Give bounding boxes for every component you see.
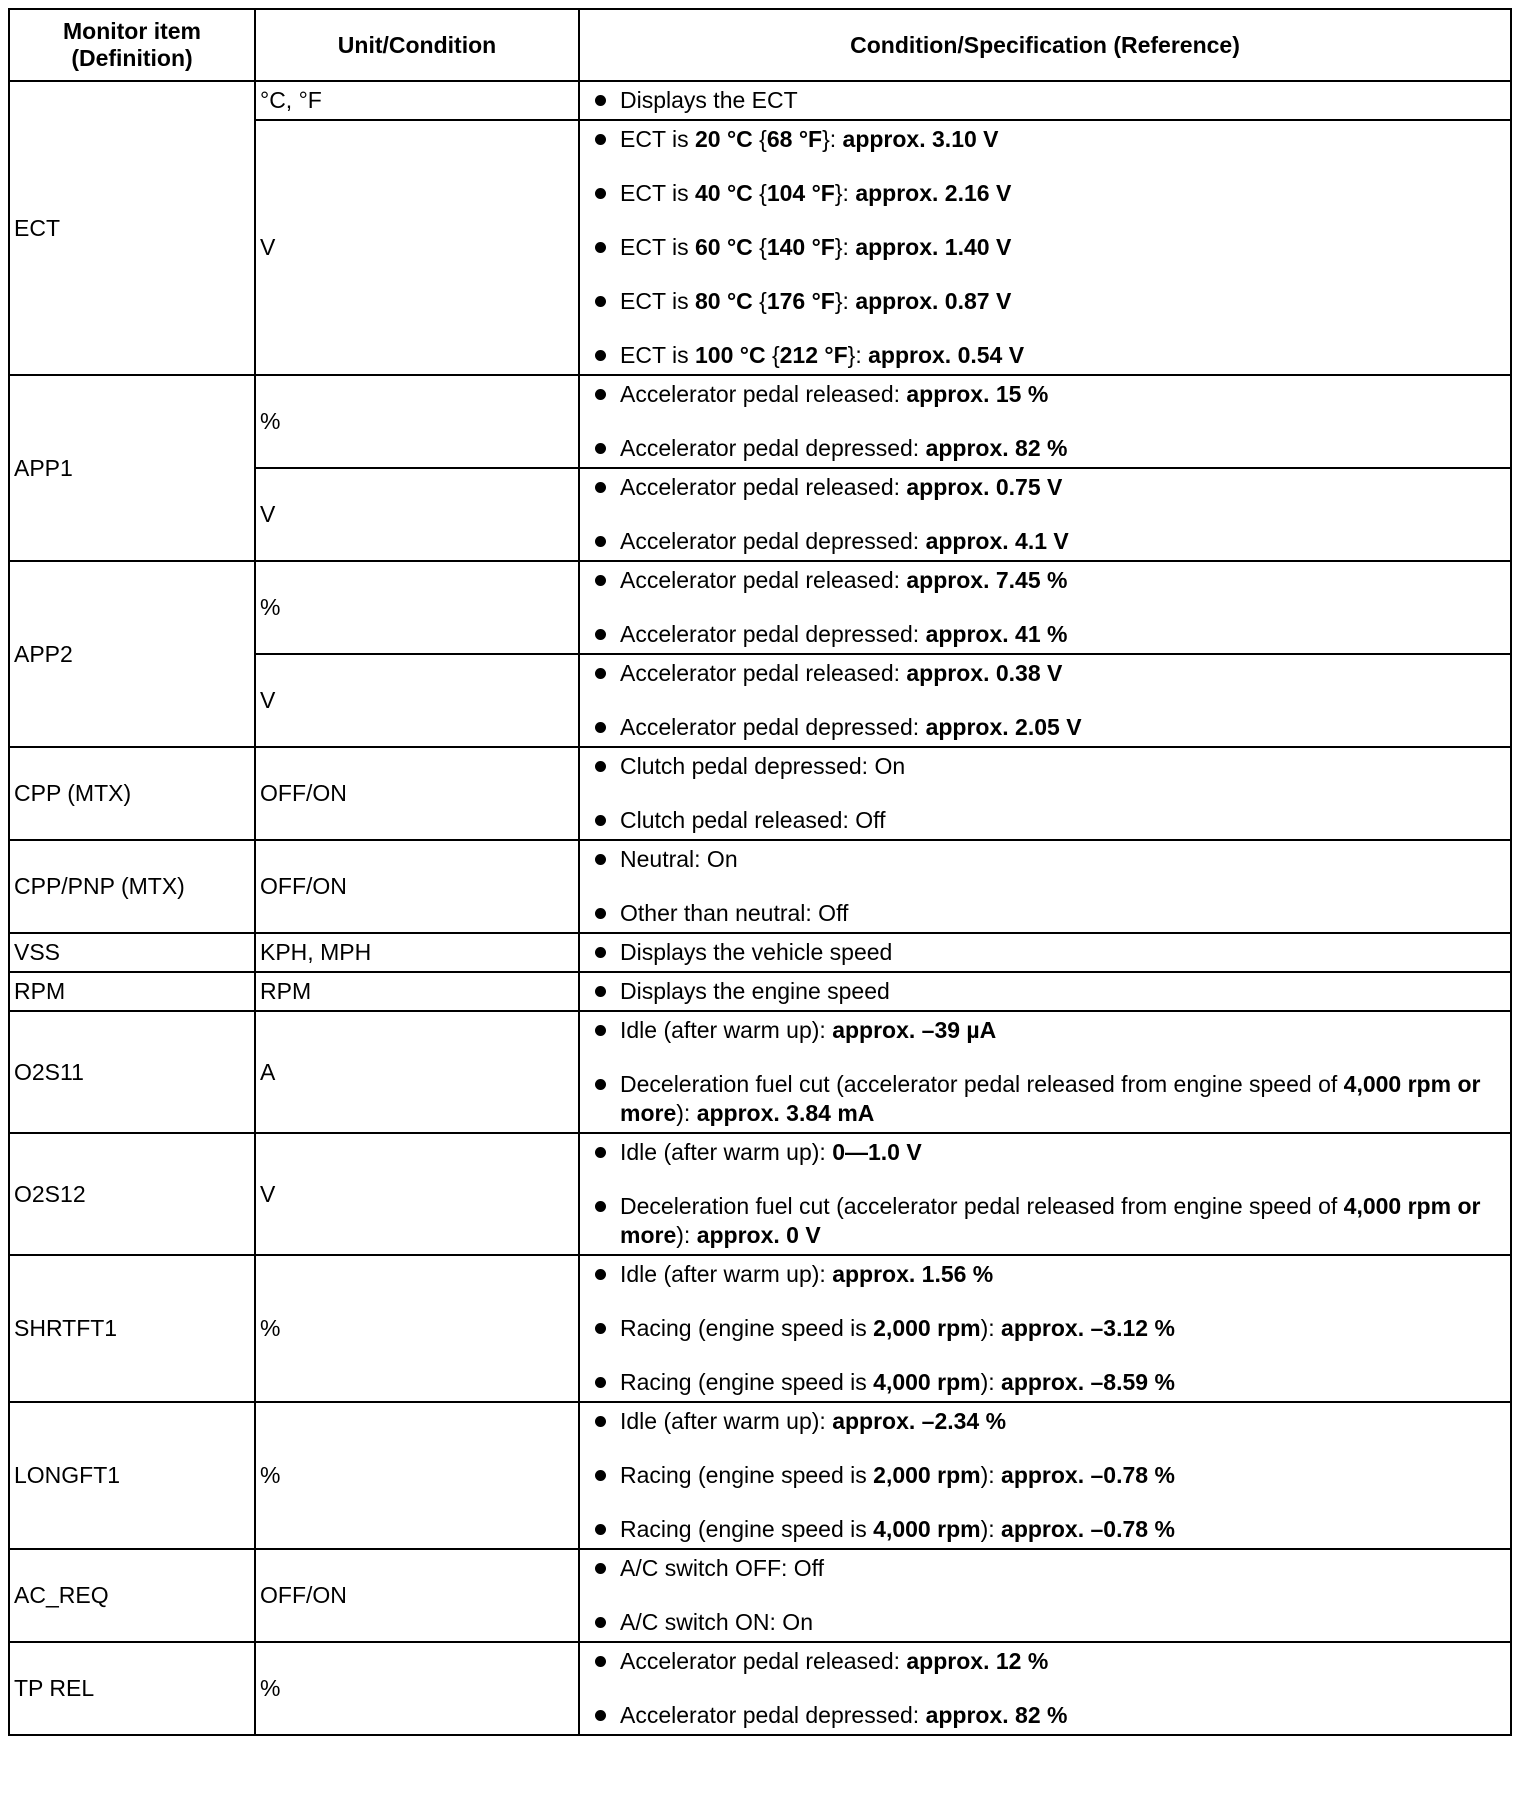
list-item — [620, 179, 1502, 208]
unit-condition-cell: °C, °F — [255, 81, 579, 120]
spec-value-bold: approx. 2.16 V — [855, 180, 1012, 206]
specification-cell — [579, 1255, 1511, 1402]
spec-text: Accelerator pedal depressed: — [620, 528, 926, 554]
list-item — [620, 659, 1502, 688]
specification-cell — [579, 81, 1511, 120]
specification-list — [620, 86, 1502, 115]
monitor-item-cell: CPP/PNP (MTX) — [9, 840, 255, 933]
unit-condition-cell: OFF/ON — [255, 1549, 579, 1642]
spec-text: Accelerator pedal released: — [620, 660, 907, 686]
spec-text: Racing (engine speed is — [620, 1315, 874, 1341]
specification-list — [620, 752, 1502, 835]
specification-list — [620, 566, 1502, 649]
monitor-item-table — [8, 8, 1512, 1736]
list-item — [620, 1647, 1502, 1676]
list-item — [620, 1701, 1502, 1730]
spec-text: Idle (after warm up): — [620, 1408, 833, 1434]
unit-condition-cell: OFF/ON — [255, 747, 579, 840]
list-item — [620, 86, 1502, 115]
specification-cell — [579, 933, 1511, 972]
spec-text: Accelerator pedal released: — [620, 474, 907, 500]
spec-text: Clutch pedal released: Off — [620, 807, 886, 833]
list-item — [620, 620, 1502, 649]
header-monitor-item: Monitor item (Definition) — [9, 9, 255, 81]
list-item — [620, 125, 1502, 154]
spec-text: Clutch pedal depressed: On — [620, 753, 906, 779]
spec-value-bold: approx. –2.34 % — [832, 1408, 1007, 1434]
spec-text: { — [752, 234, 767, 260]
monitor-item-cell: TP REL — [9, 1642, 255, 1735]
list-item — [620, 752, 1502, 781]
spec-text: Idle (after warm up): — [620, 1261, 833, 1287]
list-item — [620, 1461, 1502, 1490]
spec-value-bold: 2,000 rpm — [873, 1462, 981, 1488]
spec-text: Displays the engine speed — [620, 978, 890, 1004]
spec-value-bold: approx. 0 V — [696, 1222, 821, 1248]
spec-value-bold: 212 °F — [779, 342, 848, 368]
spec-text: }: — [834, 180, 856, 206]
spec-text: { — [752, 126, 767, 152]
specification-cell — [579, 561, 1511, 654]
list-item — [620, 1138, 1502, 1167]
spec-value-bold: approx. 7.45 % — [906, 567, 1068, 593]
table-row — [9, 1549, 1511, 1642]
list-item — [620, 845, 1502, 874]
spec-text: A/C switch ON: On — [620, 1609, 813, 1635]
table-row — [9, 1402, 1511, 1549]
unit-condition-cell: KPH, MPH — [255, 933, 579, 972]
unit-condition-cell: RPM — [255, 972, 579, 1011]
spec-value-bold: approx. 0.38 V — [906, 660, 1063, 686]
spec-value-bold: approx. –0.78 % — [1001, 1516, 1175, 1542]
spec-value-bold: approx. 82 % — [925, 435, 1068, 461]
spec-value-bold: approx. 15 % — [906, 381, 1049, 407]
specification-list — [620, 1138, 1502, 1250]
spec-text: Accelerator pedal released: — [620, 1648, 907, 1674]
spec-value-bold: approx. 82 % — [925, 1702, 1068, 1728]
monitor-item-cell: CPP (MTX) — [9, 747, 255, 840]
spec-text: ): — [980, 1462, 1002, 1488]
specification-cell — [579, 468, 1511, 561]
spec-text: Idle (after warm up): — [620, 1017, 833, 1043]
unit-condition-cell: % — [255, 375, 579, 468]
specification-cell — [579, 840, 1511, 933]
list-item — [620, 434, 1502, 463]
list-item — [620, 806, 1502, 835]
spec-value-bold: 4,000 rpm — [873, 1369, 981, 1395]
specification-cell — [579, 1402, 1511, 1549]
spec-value-bold: approx. 0.75 V — [906, 474, 1063, 500]
list-item — [620, 938, 1502, 967]
specification-list — [620, 125, 1502, 370]
spec-text: ECT is — [620, 342, 695, 368]
spec-value-bold: 68 °F — [766, 126, 823, 152]
spec-text: ECT is — [620, 234, 695, 260]
spec-text: }: — [847, 342, 869, 368]
list-item — [620, 1608, 1502, 1637]
spec-text: ECT is — [620, 126, 695, 152]
spec-text: Deceleration fuel cut (accelerator pedal released from engine speed of — [620, 1193, 1344, 1219]
table-header-row — [9, 9, 1511, 81]
header-condition-specification: Condition/Specification (Reference) — [579, 9, 1511, 81]
spec-text: ): — [980, 1369, 1002, 1395]
specification-list — [620, 938, 1502, 967]
list-item — [620, 1070, 1502, 1128]
spec-value-bold: approx. –39 µA — [832, 1017, 997, 1043]
table-body — [9, 81, 1511, 1735]
monitor-item-cell: AC_REQ — [9, 1549, 255, 1642]
list-item — [620, 1016, 1502, 1045]
specification-list — [620, 1554, 1502, 1637]
specification-list — [620, 1016, 1502, 1128]
specification-cell — [579, 654, 1511, 747]
spec-text: ): — [676, 1222, 697, 1248]
document-page — [8, 8, 1512, 1736]
table-row — [9, 1255, 1511, 1402]
spec-value-bold: 40 °C — [694, 180, 753, 206]
monitor-item-cell: O2S12 — [9, 1133, 255, 1255]
list-item — [620, 1314, 1502, 1343]
spec-text: Idle (after warm up): — [620, 1139, 833, 1165]
table-row — [9, 972, 1511, 1011]
list-item — [620, 1407, 1502, 1436]
unit-condition-cell: % — [255, 1402, 579, 1549]
spec-value-bold: 104 °F — [766, 180, 835, 206]
list-item — [620, 1554, 1502, 1583]
spec-value-bold: approx. 0.54 V — [868, 342, 1025, 368]
unit-condition-cell: A — [255, 1011, 579, 1133]
list-item — [620, 233, 1502, 262]
spec-text: Accelerator pedal released: — [620, 567, 907, 593]
table-row — [9, 1642, 1511, 1735]
spec-text: A/C switch OFF: Off — [620, 1555, 825, 1581]
spec-text: { — [752, 288, 767, 314]
list-item — [620, 527, 1502, 556]
specification-cell — [579, 1549, 1511, 1642]
spec-value-bold: approx. 1.40 V — [855, 234, 1012, 260]
monitor-item-cell: O2S11 — [9, 1011, 255, 1133]
specification-list — [620, 977, 1502, 1006]
specification-list — [620, 1647, 1502, 1730]
specification-cell — [579, 1011, 1511, 1133]
list-item — [620, 287, 1502, 316]
spec-text: Racing (engine speed is — [620, 1369, 874, 1395]
spec-value-bold: approx. –3.12 % — [1001, 1315, 1175, 1341]
spec-text: Accelerator pedal depressed: — [620, 621, 926, 647]
spec-value-bold: 4,000 rpm or more — [620, 1071, 1481, 1126]
spec-value-bold: approx. 0.87 V — [855, 288, 1012, 314]
spec-value-bold: 176 °F — [766, 288, 835, 314]
unit-condition-cell: % — [255, 1255, 579, 1402]
spec-value-bold: approx. 2.05 V — [925, 714, 1082, 740]
spec-text: ECT is — [620, 288, 695, 314]
spec-text: }: — [822, 126, 843, 152]
spec-text: Racing (engine speed is — [620, 1462, 874, 1488]
table-row — [9, 933, 1511, 972]
list-item — [620, 713, 1502, 742]
list-item — [620, 1192, 1502, 1250]
spec-value-bold: 60 °C — [694, 234, 753, 260]
table-row — [9, 1133, 1511, 1255]
spec-text: Racing (engine speed is — [620, 1516, 874, 1542]
header-unit-condition: Unit/Condition — [255, 9, 579, 81]
spec-text: Other than neutral: Off — [620, 900, 849, 926]
spec-value-bold: approx. 3.84 mA — [696, 1100, 875, 1126]
list-item — [620, 473, 1502, 502]
unit-condition-cell: % — [255, 1642, 579, 1735]
monitor-item-cell: RPM — [9, 972, 255, 1011]
monitor-item-cell: SHRTFT1 — [9, 1255, 255, 1402]
list-item — [620, 380, 1502, 409]
unit-condition-cell: V — [255, 468, 579, 561]
spec-value-bold: approx. –8.59 % — [1001, 1369, 1175, 1395]
spec-text: }: — [834, 288, 856, 314]
spec-text: Deceleration fuel cut (accelerator pedal released from engine speed of — [620, 1071, 1344, 1097]
spec-text: { — [752, 180, 767, 206]
specification-list — [620, 380, 1502, 463]
spec-value-bold: approx. 1.56 % — [832, 1261, 994, 1287]
monitor-item-cell: LONGFT1 — [9, 1402, 255, 1549]
list-item — [620, 899, 1502, 928]
spec-value-bold: approx. 41 % — [925, 621, 1068, 647]
spec-value-bold: 4,000 rpm — [873, 1516, 981, 1542]
table-row — [9, 840, 1511, 933]
spec-text: Accelerator pedal depressed: — [620, 435, 926, 461]
spec-value-bold: 0—1.0 V — [832, 1139, 922, 1165]
spec-value-bold: 2,000 rpm — [873, 1315, 981, 1341]
specification-cell — [579, 747, 1511, 840]
spec-text: ): — [980, 1315, 1002, 1341]
specification-list — [620, 473, 1502, 556]
table-row — [9, 561, 1511, 654]
spec-value-bold: approx. –0.78 % — [1001, 1462, 1175, 1488]
spec-text: Accelerator pedal released: — [620, 381, 907, 407]
table-row — [9, 81, 1511, 120]
spec-value-bold: approx. 3.10 V — [842, 126, 999, 152]
table-row — [9, 1011, 1511, 1133]
monitor-item-cell: VSS — [9, 933, 255, 972]
unit-condition-cell: OFF/ON — [255, 840, 579, 933]
list-item — [620, 1260, 1502, 1289]
monitor-item-cell: ECT — [9, 81, 255, 375]
spec-value-bold: approx. 12 % — [906, 1648, 1049, 1674]
unit-condition-cell: V — [255, 1133, 579, 1255]
specification-cell — [579, 120, 1511, 375]
list-item — [620, 566, 1502, 595]
spec-text: Neutral: On — [620, 846, 738, 872]
spec-text: ): — [676, 1100, 697, 1126]
monitor-item-cell: APP1 — [9, 375, 255, 561]
specification-cell — [579, 1133, 1511, 1255]
specification-list — [620, 845, 1502, 928]
list-item — [620, 1515, 1502, 1544]
spec-text: }: — [834, 234, 856, 260]
list-item — [620, 977, 1502, 1006]
list-item — [620, 341, 1502, 370]
spec-text: { — [765, 342, 780, 368]
list-item — [620, 1368, 1502, 1397]
specification-cell — [579, 972, 1511, 1011]
monitor-item-cell: APP2 — [9, 561, 255, 747]
spec-value-bold: 20 °C — [694, 126, 753, 152]
spec-text: ): — [980, 1516, 1002, 1542]
unit-condition-cell: V — [255, 654, 579, 747]
spec-text: Displays the vehicle speed — [620, 939, 893, 965]
specification-cell — [579, 1642, 1511, 1735]
spec-text: Accelerator pedal depressed: — [620, 1702, 926, 1728]
table-row — [9, 375, 1511, 468]
spec-value-bold: 80 °C — [694, 288, 753, 314]
spec-value-bold: 4,000 rpm or more — [620, 1193, 1481, 1248]
spec-value-bold: 100 °C — [694, 342, 766, 368]
unit-condition-cell: % — [255, 561, 579, 654]
specification-list — [620, 1407, 1502, 1544]
spec-text: Accelerator pedal depressed: — [620, 714, 926, 740]
spec-value-bold: approx. 4.1 V — [925, 528, 1069, 554]
unit-condition-cell: V — [255, 120, 579, 375]
table-row — [9, 747, 1511, 840]
spec-text: ECT is — [620, 180, 695, 206]
specification-list — [620, 659, 1502, 742]
specification-list — [620, 1260, 1502, 1397]
spec-text: Displays the ECT — [620, 87, 798, 113]
specification-cell — [579, 375, 1511, 468]
spec-value-bold: 140 °F — [766, 234, 835, 260]
